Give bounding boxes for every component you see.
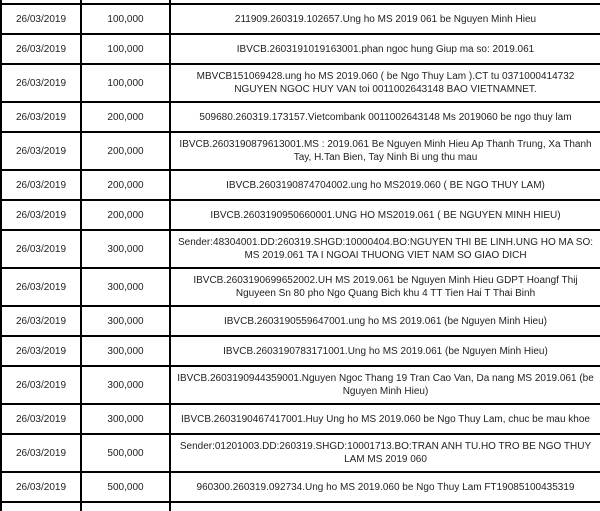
table-row	[2, 103, 600, 133]
table-row	[2, 201, 600, 231]
partial-row-bottom	[2, 503, 600, 511]
description-cell: IBVCB.2603190950660001.UNG HO MS2019.061 ( BE NGUYEN MINH HIEU)	[210, 209, 561, 221]
date-cell: 26/03/2019	[2, 201, 82, 229]
amount-cell: 200,000	[82, 103, 171, 131]
amount-cell: 200,000	[82, 171, 171, 199]
amount-cell: 100,000	[82, 5, 171, 33]
amount-cell: 300,000	[82, 307, 171, 335]
amount-cell	[82, 0, 171, 3]
table-row	[2, 307, 600, 337]
table-row	[2, 133, 600, 171]
description-cell: IBVCB.2603191019163001.phan ngoc hung Giup ma so: 2019.061	[236, 43, 535, 55]
description-cell: IBVCB.2603190699652002.UH MS 2019.061 be Nguyen Minh Hieu GDPT Hoangf Thij Nguyeen Sn 80 pho Ngo Quang Bich khu 4 TT Tien Hai T Thai Binh	[193, 275, 578, 299]
table-row	[2, 5, 600, 35]
description-cell: IBVCB.2603190559647001.ung ho MS 2019.061 (be Nguyen Minh Hieu)	[223, 315, 547, 327]
description-cell: 960300.260319.092734.Ung ho MS 2019.060 be Ngo Thuy Lam FT19085100435319	[196, 481, 575, 493]
date-cell: 26/03/2019	[2, 133, 82, 169]
amount-cell: 300,000	[82, 337, 171, 365]
date-cell	[2, 0, 82, 3]
table-row	[2, 473, 600, 503]
amount-cell: 100,000	[82, 35, 171, 63]
amount-cell: 200,000	[82, 133, 171, 169]
date-cell: 26/03/2019	[2, 35, 82, 63]
amount-cell	[82, 503, 171, 511]
description-cell	[171, 503, 600, 511]
date-cell: 26/03/2019	[2, 65, 82, 101]
date-cell: 26/03/2019	[2, 269, 82, 305]
date-cell: 26/03/2019	[2, 231, 82, 267]
date-cell: 26/03/2019	[2, 405, 82, 433]
table-row	[2, 405, 600, 435]
description-cell	[171, 0, 600, 4]
table-row	[2, 367, 600, 405]
amount-cell: 500,000	[82, 435, 171, 471]
date-cell: 26/03/2019	[2, 5, 82, 33]
table-row	[2, 231, 600, 269]
description-cell: IBVCB.2603190944359001.Nguyen Ngoc Thang 19 Tran Cao Van, Da nang MS 2019.061 (be Nguyen Minh Hieu)	[177, 373, 594, 397]
date-cell	[2, 503, 82, 511]
table-row	[2, 35, 600, 65]
amount-cell: 300,000	[82, 405, 171, 433]
description-cell: 509680.260319.173157.Vietcombank 0011002643148 Ms 2019060 be ngo thuy lam	[199, 111, 572, 123]
description-cell: IBVCB.2603190467417001.Huy Ung ho MS 2019.060 be Ngo Thuy Lam, chuc be mau khoe	[181, 413, 590, 425]
date-cell: 26/03/2019	[2, 103, 82, 131]
amount-cell: 300,000	[82, 269, 171, 305]
table-row	[2, 65, 600, 103]
date-cell: 26/03/2019	[2, 367, 82, 403]
amount-cell: 200,000	[82, 201, 171, 229]
amount-cell: 300,000	[82, 231, 171, 267]
description-cell: MBVCB151069428.ung ho MS 2019.060 ( be Ngo Thuy Lam ).CT tu 0371000414732 NGUYEN NGOC HUY VAN toi 0011002643148 BAO VIETNAMNET.	[196, 71, 575, 95]
description-cell: Sender:48304001.DD:260319.SHGD:10000404.BO:NGUYEN THI BE LINH.UNG HO MA SO: MS 2019.061 TA I NGOAI THUONG VIET NAM SO GIAO DICH	[177, 237, 593, 261]
description-cell: IBVCB.2603190879613001.MS : 2019.061 Be Nguyen Minh Hieu Ap Thanh Trung, Xa Thanh Tay, H.Tan Bien, Tay Ninh Bi ung thu mau	[179, 139, 592, 163]
date-cell: 26/03/2019	[2, 473, 82, 501]
amount-cell: 300,000	[82, 367, 171, 403]
table-row	[2, 337, 600, 367]
date-cell: 26/03/2019	[2, 435, 82, 471]
description-cell: 211909.260319.102657.Ung ho MS 2019 061 be Nguyen Minh Hieu	[234, 13, 537, 25]
date-cell: 26/03/2019	[2, 307, 82, 335]
table-row	[2, 269, 600, 307]
description-cell: IBVCB.2603190874704002.ung ho MS2019.060 ( BE NGO THUY LAM)	[226, 179, 545, 191]
amount-cell: 500,000	[82, 473, 171, 501]
amount-cell: 100,000	[82, 65, 171, 101]
date-cell: 26/03/2019	[2, 337, 82, 365]
description-cell: Sender:01201003.DD:260319.SHGD:10001713.BO:TRAN ANH TU.HO TRO BE NGO THUY LAM MS 2019 060	[179, 441, 592, 465]
description-cell: IBVCB.2603190783171001.Ung ho MS 2019.061 (be Nguyen Minh Hieu)	[223, 345, 548, 357]
date-cell: 26/03/2019	[2, 171, 82, 199]
table-row	[2, 171, 600, 201]
table-row	[2, 435, 600, 473]
